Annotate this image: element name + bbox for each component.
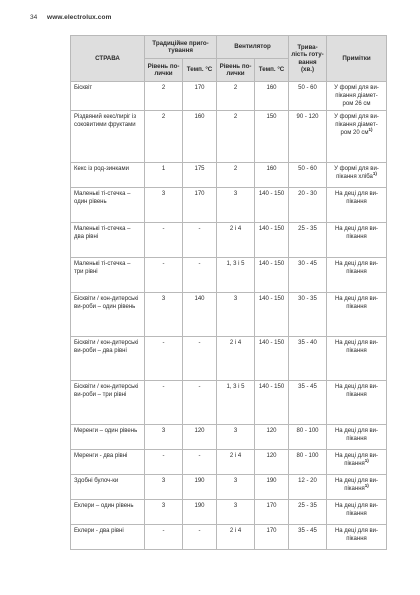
traditional-level-cell: - <box>145 258 183 293</box>
fan-temp-cell: 140 - 150 <box>255 293 289 337</box>
duration-cell: 25 - 35 <box>289 500 327 525</box>
traditional-temp-cell: 175 <box>183 163 217 188</box>
fan-temp-cell: 170 <box>255 500 289 525</box>
note-cell: На деці для ви-пікання <box>327 293 387 337</box>
page-number: 34 <box>30 14 38 21</box>
header-fan: Вентилятор <box>217 36 289 59</box>
header-trad-level: Рівень по-лички <box>145 59 183 82</box>
header-duration: Трива-лість готу-вання (хв.) <box>289 36 327 82</box>
dish-cell: Бісквіти / кон-дитерські ви-роби – один рівень <box>71 293 145 337</box>
dish-cell: Меренги – один рівень <box>71 425 145 450</box>
traditional-temp-cell: - <box>183 450 217 475</box>
duration-cell: 50 - 60 <box>289 82 327 111</box>
traditional-level-cell: 3 <box>145 293 183 337</box>
table-row <box>71 525 387 550</box>
fan-level-cell: 3 <box>217 293 255 337</box>
traditional-temp-cell: 140 <box>183 293 217 337</box>
header-fan-temp: Темп. °C <box>255 59 289 82</box>
table-row <box>71 258 387 293</box>
traditional-level-cell: - <box>145 381 183 425</box>
note-cell: У формі для ви-пікання діамет-ром 20 $см^{1)}$ <box>327 111 387 163</box>
note-cell: На деці для ви-пікання <box>327 337 387 381</box>
duration-cell: 50 - 60 <box>289 163 327 188</box>
dish-cell: Еклери – один рівень <box>71 500 145 525</box>
note-cell: На деці для ви-пікання <box>327 188 387 223</box>
fan-level-cell: 2 і 4 <box>217 337 255 381</box>
note-cell: У формі для ви-пікання діамет-ром 26 см <box>327 82 387 111</box>
traditional-temp-cell: 160 <box>183 111 217 163</box>
duration-cell: 20 - 30 <box>289 188 327 223</box>
fan-temp-cell: 120 <box>255 425 289 450</box>
fan-level-cell: 2 і 4 <box>217 525 255 550</box>
table-body <box>71 82 387 550</box>
traditional-level-cell: 3 <box>145 425 183 450</box>
footnote-mark: 1) <box>372 171 377 176</box>
duration-cell: 30 - 45 <box>289 258 327 293</box>
dish-cell: Маленькі ті-стечка – три рівні <box>71 258 145 293</box>
note-cell: На деці для ви-пікання$^{1)}$ <box>327 450 387 475</box>
dish-cell: Бісквіт <box>71 82 145 111</box>
traditional-level-cell: 3 <box>145 500 183 525</box>
header-dish: СТРАВА <box>71 36 145 82</box>
table-row <box>71 450 387 475</box>
fan-level-cell: 2 <box>217 111 255 163</box>
fan-level-cell: 3 <box>217 475 255 500</box>
note-cell: На деці для ви-пікання$^{1)}$ <box>327 475 387 500</box>
header-trad-temp: Темп. °C <box>183 59 217 82</box>
table-row <box>71 500 387 525</box>
note-cell: На деці для ви-пікання <box>327 223 387 258</box>
traditional-level-cell: 3 <box>145 188 183 223</box>
table-row <box>71 475 387 500</box>
fan-temp-cell: 140 - 150 <box>255 337 289 381</box>
fan-level-cell: 1, 3 і 5 <box>217 381 255 425</box>
dish-cell: Різдвяний кекс/пиріг із соковитими фруктами <box>71 111 145 163</box>
table-row <box>71 82 387 111</box>
traditional-temp-cell: 120 <box>183 425 217 450</box>
header-fan-level: Рівень по-лички <box>217 59 255 82</box>
fan-temp-cell: 150 <box>255 111 289 163</box>
dish-cell: Здобні булоч-ки <box>71 475 145 500</box>
table-row <box>71 223 387 258</box>
traditional-temp-cell: 170 <box>183 188 217 223</box>
table-row <box>71 425 387 450</box>
traditional-level-cell: - <box>145 337 183 381</box>
dish-cell: Маленькі ті-стечка – один рівень <box>71 188 145 223</box>
note-cell: На деці для ви-пікання <box>327 258 387 293</box>
fan-level-cell: 2 і 4 <box>217 223 255 258</box>
fan-level-cell: 3 <box>217 425 255 450</box>
note-cell: У формі для ви-пікання хліба$^{1)}$ <box>327 163 387 188</box>
site-url: www.electrolux.com <box>47 14 112 21</box>
fan-level-cell: 1, 3 і 5 <box>217 258 255 293</box>
duration-cell: 35 - 40 <box>289 337 327 381</box>
fan-temp-cell: 160 <box>255 82 289 111</box>
traditional-level-cell: 2 <box>145 111 183 163</box>
fan-level-cell: 3 <box>217 188 255 223</box>
dish-cell: Кекс із род-зинками <box>71 163 145 188</box>
duration-cell: 80 - 100 <box>289 425 327 450</box>
note-cell: На деці для ви-пікання <box>327 425 387 450</box>
fan-temp-cell: 160 <box>255 163 289 188</box>
table-row <box>71 188 387 223</box>
table-header <box>71 36 387 82</box>
traditional-temp-cell: - <box>183 381 217 425</box>
footnote-mark: 1) <box>364 458 369 463</box>
table-row <box>71 293 387 337</box>
page-header <box>30 14 111 21</box>
traditional-level-cell: 2 <box>145 82 183 111</box>
note-cell: На деці для ви-пікання <box>327 381 387 425</box>
header-notes: Примітки <box>327 36 387 82</box>
footnote-mark: 1) <box>364 483 369 488</box>
duration-cell: 35 - 45 <box>289 381 327 425</box>
fan-temp-cell: 190 <box>255 475 289 500</box>
baking-table <box>70 35 387 550</box>
fan-level-cell: 2 <box>217 163 255 188</box>
fan-temp-cell: 170 <box>255 525 289 550</box>
traditional-temp-cell: - <box>183 258 217 293</box>
duration-cell: 80 - 100 <box>289 450 327 475</box>
traditional-temp-cell: - <box>183 337 217 381</box>
duration-cell: 90 - 120 <box>289 111 327 163</box>
duration-cell: 25 - 35 <box>289 223 327 258</box>
dish-cell: Бісквіти / кон-дитерські ви-роби – три рівні <box>71 381 145 425</box>
duration-cell: 35 - 45 <box>289 525 327 550</box>
header-traditional: Традиційне приго-тування <box>145 36 217 59</box>
footnote-mark: 1) <box>368 127 373 132</box>
table-row <box>71 111 387 163</box>
traditional-level-cell: 1 <box>145 163 183 188</box>
fan-level-cell: 2 <box>217 82 255 111</box>
table-row <box>71 381 387 425</box>
traditional-temp-cell: 190 <box>183 475 217 500</box>
traditional-level-cell: - <box>145 450 183 475</box>
fan-level-cell: 2 і 4 <box>217 450 255 475</box>
fan-temp-cell: 140 - 150 <box>255 381 289 425</box>
traditional-level-cell: - <box>145 525 183 550</box>
fan-temp-cell: 140 - 150 <box>255 258 289 293</box>
traditional-temp-cell: - <box>183 525 217 550</box>
note-cell: На деці для ви-пікання <box>327 500 387 525</box>
traditional-temp-cell: 170 <box>183 82 217 111</box>
note-cell: На деці для ви-пікання <box>327 525 387 550</box>
table-row <box>71 163 387 188</box>
fan-level-cell: 3 <box>217 500 255 525</box>
dish-cell: Маленькі ті-стечка – два рівні <box>71 223 145 258</box>
traditional-temp-cell: - <box>183 223 217 258</box>
table-row <box>71 337 387 381</box>
traditional-level-cell: 3 <box>145 475 183 500</box>
traditional-level-cell: - <box>145 223 183 258</box>
dish-cell: Бісквіти / кон-дитерські ви-роби – два рівні <box>71 337 145 381</box>
dish-cell: Еклери - два рівні <box>71 525 145 550</box>
dish-cell: Меренги - два рівні <box>71 450 145 475</box>
duration-cell: 12 - 20 <box>289 475 327 500</box>
duration-cell: 30 - 35 <box>289 293 327 337</box>
fan-temp-cell: 140 - 150 <box>255 223 289 258</box>
traditional-temp-cell: 190 <box>183 500 217 525</box>
fan-temp-cell: 140 - 150 <box>255 188 289 223</box>
fan-temp-cell: 120 <box>255 450 289 475</box>
